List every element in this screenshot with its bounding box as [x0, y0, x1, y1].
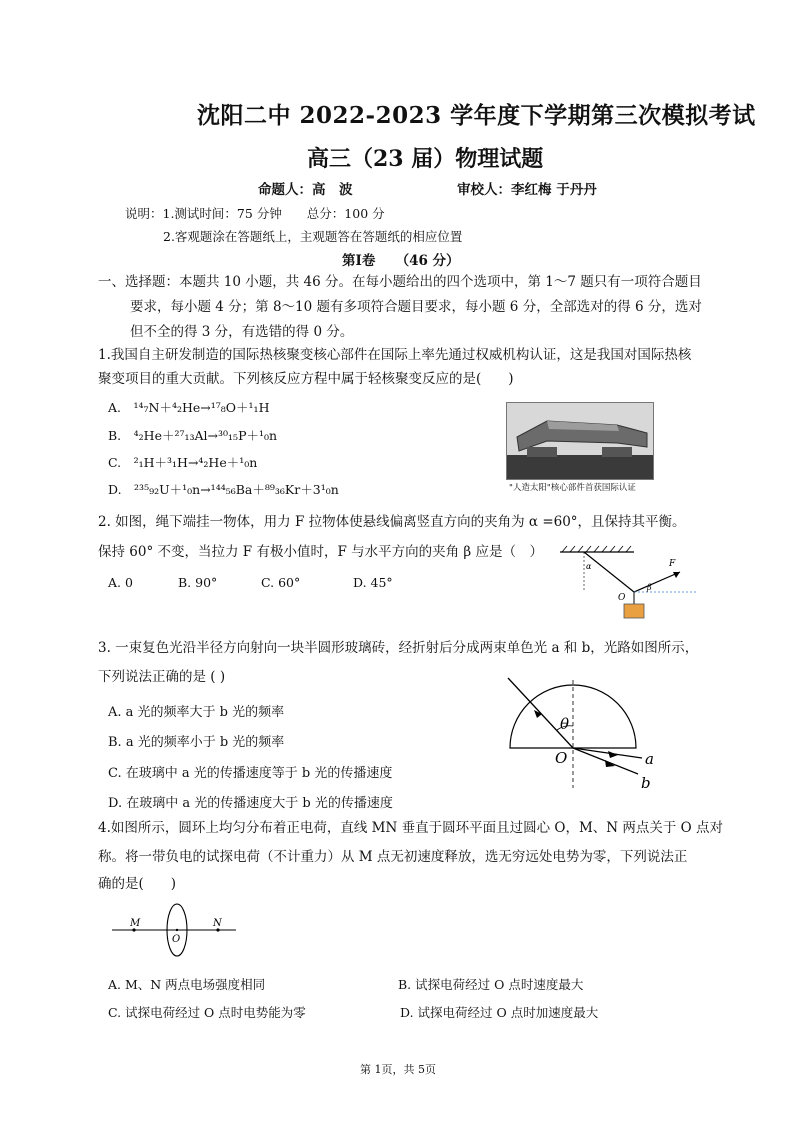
q4-option-d: D. 试探电荷经过 O 点时加速度最大 — [400, 1005, 599, 1020]
exam-title: 沈阳二中 2022-2023 学年度下学期第三次模拟考试 — [197, 102, 756, 129]
page-footer: 第 1页，共 5页 — [360, 1063, 436, 1076]
q3-line-2: 下列说法正确的是 ( ) — [98, 669, 226, 685]
n-label: N — [213, 918, 222, 929]
section-instr-1: 一、选择题：本题共 10 小题，共 46 分。在每小题给出的四个选项中，第 1～7 题只有一项符合题目 — [98, 274, 702, 290]
q3-option-c: C. 在玻璃中 a 光的传播速度等于 b 光的传播速度 — [108, 766, 393, 781]
a-label: a — [645, 750, 654, 768]
beta-label: β — [647, 583, 652, 592]
o-label-q4: O — [172, 934, 181, 945]
q3-option-b: B. a 光的频率小于 b 光的频率 — [108, 735, 285, 750]
section-instr-3: 但不全的得 3 分，有选错的得 0 分。 — [130, 324, 354, 340]
o-label-q3: O — [555, 749, 568, 767]
q2-option-d: D. 45° — [353, 575, 393, 590]
note-1: 说明：1.测试时间：75 分钟 总分：100 分 — [125, 206, 385, 221]
fusion-component-drawing — [507, 403, 653, 479]
q3-option-a: A. a 光的频率大于 b 光的频率 — [108, 705, 285, 720]
q1-option-b: B. ⁴₂He＋²⁷₁₃Al→³⁰₁₅P＋¹₀n — [108, 428, 278, 443]
q2-option-a: A. 0 — [108, 575, 133, 590]
fusion-component-photo — [506, 402, 654, 480]
q1-option-d: D. ²³⁵₉₂U＋¹₀n→¹⁴⁴₅₆Ba＋⁸⁹₃₆Kr＋3¹₀n — [108, 482, 339, 497]
photo-caption: "人造太阳"核心部件首获国际认证 — [509, 483, 636, 493]
q1-line-1: 1.我国自主研发制造的国际热核聚变核心部件在国际上率先通过权威机构认证，这是我国对国际热核 — [98, 347, 692, 363]
theta-label: θ — [560, 715, 570, 733]
q4-line-3: 确的是( ) — [98, 876, 177, 892]
b-label: b — [641, 774, 651, 792]
q4-line-1: 4.如图所示，圆环上均匀分布着正电荷，直线 MN 垂直于圆环平面且过圆心 O，M、N 两点关于 O 点对 — [98, 820, 724, 836]
q2-line-1: 2. 如图，绳下端挂一物体，用力 F 拉物体使悬线偏离竖直方向的夹角为 α =60°，且保持其平衡。 — [98, 514, 686, 530]
q1-option-a: A. ¹⁴₇N＋⁴₂He→¹⁷₈O＋¹₁H — [108, 400, 270, 415]
q2-option-c: C. 60° — [261, 575, 301, 590]
q4-line-2: 称。将一带负电的试探电荷（不计重力）从 M 点无初速度释放，选无穷远处电势为零，下列说法正 — [98, 849, 688, 865]
note-2: 2.客观题涂在答题纸上，主观题答在答题纸的相应位置 — [163, 229, 463, 244]
q3-option-d: D. 在玻璃中 a 光的传播速度大于 b 光的传播速度 — [108, 796, 393, 811]
q1-option-c: C. ²₁H＋³₁H→⁴₂He＋¹₀n — [108, 455, 258, 470]
force-label: F — [669, 559, 676, 569]
q2-option-b: B. 90° — [178, 575, 218, 590]
section-instr-2: 要求，每小题 4 分；第 8～10 题有多项符合题目要求，每小题 6 分，全部选对的得 6 分，选对 — [130, 299, 702, 315]
q4-option-c: C. 试探电荷经过 O 点时电势能为零 — [108, 1005, 306, 1020]
q2-line-2: 保持 60° 不变，当拉力 F 有极小值时，F 与水平方向的夹角 β 应是（ ） — [98, 544, 544, 560]
semicircle-glass-figure — [500, 670, 680, 796]
pendulum-force-figure — [552, 544, 698, 624]
q4-option-b: B. 试探电荷经过 O 点时速度最大 — [398, 977, 584, 992]
reviewer: 审校人：李红梅 于丹丹 — [457, 182, 597, 198]
section-heading: 第Ⅰ卷 （46 分） — [342, 253, 460, 269]
m-label: M — [130, 918, 141, 929]
charged-ring-figure — [112, 900, 242, 960]
author: 命题人：高 波 — [258, 182, 353, 198]
o-label: O — [618, 593, 626, 603]
q1-line-2: 聚变项目的重大贡献。下列核反应方程中属于轻核聚变反应的是( ) — [98, 371, 514, 387]
exam-subtitle: 高三（23 届）物理试题 — [307, 146, 544, 172]
q4-option-a: A. M、N 两点电场强度相同 — [108, 977, 266, 992]
q3-line-1: 3. 一束复色光沿半径方向射向一块半圆形玻璃砖，经折射后分成两束单色光 a 和 b，光路如图所示， — [98, 640, 699, 656]
alpha-label: α — [586, 562, 592, 571]
